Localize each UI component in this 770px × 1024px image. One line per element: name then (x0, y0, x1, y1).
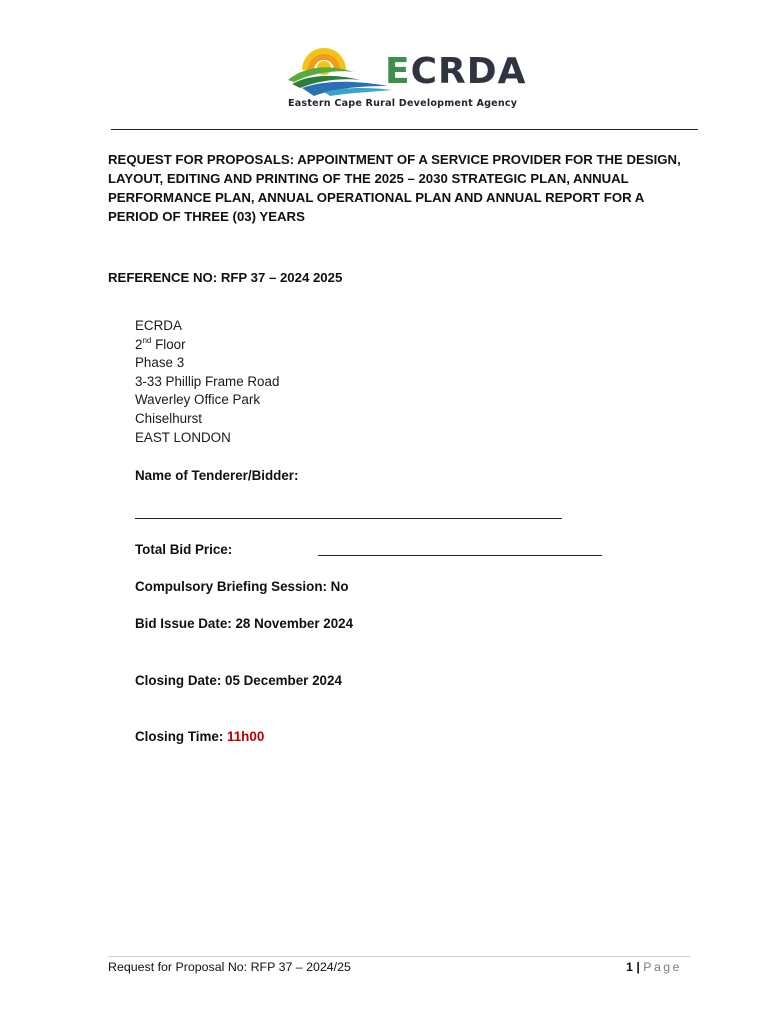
logo-wordmark (385, 52, 526, 92)
total-bid-price-field[interactable] (318, 555, 602, 556)
total-bid-label: Total Bid Price: (135, 542, 233, 557)
address-line: Phase 3 (135, 355, 185, 371)
document-title: REQUEST FOR PROPOSALS: APPOINTMENT OF A SERVICE PROVIDER FOR THE DESIGN, LAYOUT, EDITING AND PRINTING OF THE 2025 – 2030 STRATEGIC PLAN, ANNUAL PERFORMANCE PLAN, ANNUAL OPERATIONAL PLAN AND ANNUAL REPORT FOR A PERIOD OF THREE (03) YEARS (108, 152, 681, 224)
logo-emblem-icon (284, 40, 394, 96)
closing-date: Closing Date: 05 December 2024 (135, 673, 342, 688)
ecrda-logo (284, 40, 527, 116)
briefing-session: Compulsory Briefing Session: No (135, 579, 349, 594)
closing-time-label: Closing Time: (135, 729, 224, 744)
floor-label: Floor (151, 336, 186, 352)
address-line: 3-33 Phillip Frame Road (135, 373, 280, 389)
address-line: Waverley Office Park (135, 392, 261, 408)
tenderer-label: Name of Tenderer/Bidder: (135, 468, 299, 483)
address-line: Chiselhurst (135, 410, 202, 426)
logo-wordmark-rest: CRDA (410, 51, 527, 92)
floor-number: 2 (135, 336, 143, 352)
address-line: ECRDA (135, 318, 182, 333)
header-divider (111, 129, 698, 130)
page-indicator (626, 959, 682, 975)
bid-issue-date: Bid Issue Date: 28 November 2024 (135, 616, 354, 631)
logo-tagline: Eastern Cape Rural Development Agency (288, 98, 518, 109)
page-label: Page (643, 960, 682, 974)
floor-suffix: nd (142, 335, 152, 345)
page-separator: | (636, 960, 640, 974)
address-line: EAST LONDON (135, 429, 231, 445)
footer-reference: Request for Proposal No: RFP 37 – 2024/25 (108, 960, 351, 974)
tenderer-name-field[interactable] (135, 518, 562, 519)
page-number: 1 (626, 960, 633, 974)
logo-wordmark-e: E (385, 51, 411, 92)
reference-number: REFERENCE NO: RFP 37 – 2024 2025 (108, 270, 343, 285)
address-line (135, 336, 279, 355)
footer-divider (108, 956, 690, 957)
address-block (135, 317, 279, 447)
closing-time-value: 11h00 (227, 729, 265, 744)
closing-time (135, 728, 264, 746)
